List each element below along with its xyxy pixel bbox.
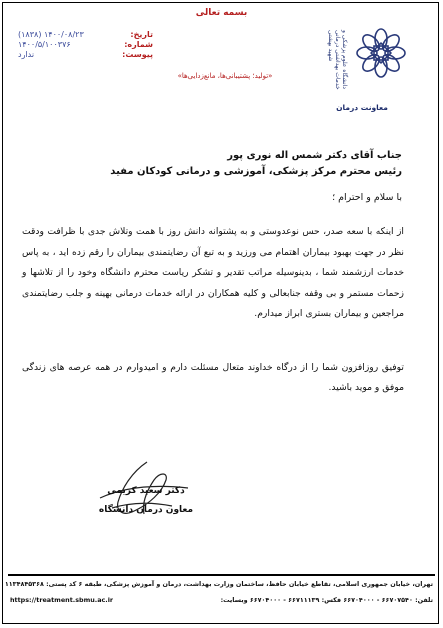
footer-website-link[interactable]: https://treatment.sbmu.ac.ir <box>10 596 114 604</box>
letter-meta <box>18 30 153 60</box>
university-logo-icon <box>352 24 410 82</box>
meta-date-label: تاریخ: <box>130 30 153 39</box>
meta-number-row <box>18 40 153 50</box>
addressee-title: رئیس محترم مرکز پزشکی، آموزشی و درمانی کودکان مفید <box>110 166 402 177</box>
meta-date-row <box>18 30 153 40</box>
vice-department-title: معاونت درمان <box>336 103 388 112</box>
logo-caption: دانشگاه علوم پزشکی و خدمات بهداشتی درمانی شهید بهشتی <box>327 30 348 90</box>
letter-closing: توفیق روزافزون شما را از درگاه خداوند متعال مسئلت دارم و امیدوارم در همه عرصه های زندگی موفق و موید باشید. <box>22 362 404 393</box>
meta-attachment-label: پیوست: <box>122 50 153 59</box>
footer-contacts <box>10 596 433 604</box>
meta-number-label: شماره: <box>124 40 153 49</box>
meta-date-value: ۱۴۰۰/۰۸/۲۳ (۱۸۳۸) <box>18 30 84 39</box>
letter-body: از اینکه با سعه صدر، حس نوعدوستی و به پشتوانه دانش روز با همت وتلاش جدی با ظرافت ودقت نظر در جهت بهبود بیماران اهتمام می ورزید و به تبع آن رضایتمندی بیماران را رقم زده اید ، به پاس خدمات ارزشمند شما ، بدینوسیله مراتب تقدیر و تشکر ریاست محترم دانشگاه وخود را از تلاشها و زحمات مستمر و بی وقفه جنابعالی و کلیه همکاران در ارائه خدمات درمانی بهینه و جلب رضایتمندی مراجعین و بیماران بستری ابراز میدارم. <box>22 226 404 319</box>
meta-attachment-value: ندارد <box>18 50 35 59</box>
signer-title: معاون درمان دانشگاه <box>98 505 194 515</box>
signer-name: دکتر سعید کریمی <box>107 486 185 496</box>
footer-phones: تلفن: ۶۶۷۰۷۵۴۰ - ۶۶۷۰۴۰۰۰ فکس: ۶۶۷۱۱۱۳۹ - ۶۶۷۰۴۰۰۰ وبسایت: <box>220 596 433 604</box>
slogan: «تولید؛ پشتیبانی‌ها، مانع‌زدایی‌ها» <box>177 72 273 80</box>
addressee-name: جناب آقای دکتر شمس اله نوری پور <box>227 150 402 161</box>
meta-attachment-row <box>18 50 153 60</box>
footer-address: تهران، خیابان جمهوری اسلامی، تقاطع خیابان حافظ، ساختمان وزارت بهداشت، درمان و آموزش پزشکی، طبقه ۶ کد پستی: ۱۱۳۴۸۴۵۳۶۸ <box>4 580 433 588</box>
meta-number-value: ۱۴۰۰/۵/۱۰۰۳۷۶ <box>18 40 71 49</box>
footer-divider <box>8 574 435 576</box>
bismillah: بسمه تعالی <box>195 8 248 18</box>
greeting: با سلام و احترام ؛ <box>332 192 402 203</box>
